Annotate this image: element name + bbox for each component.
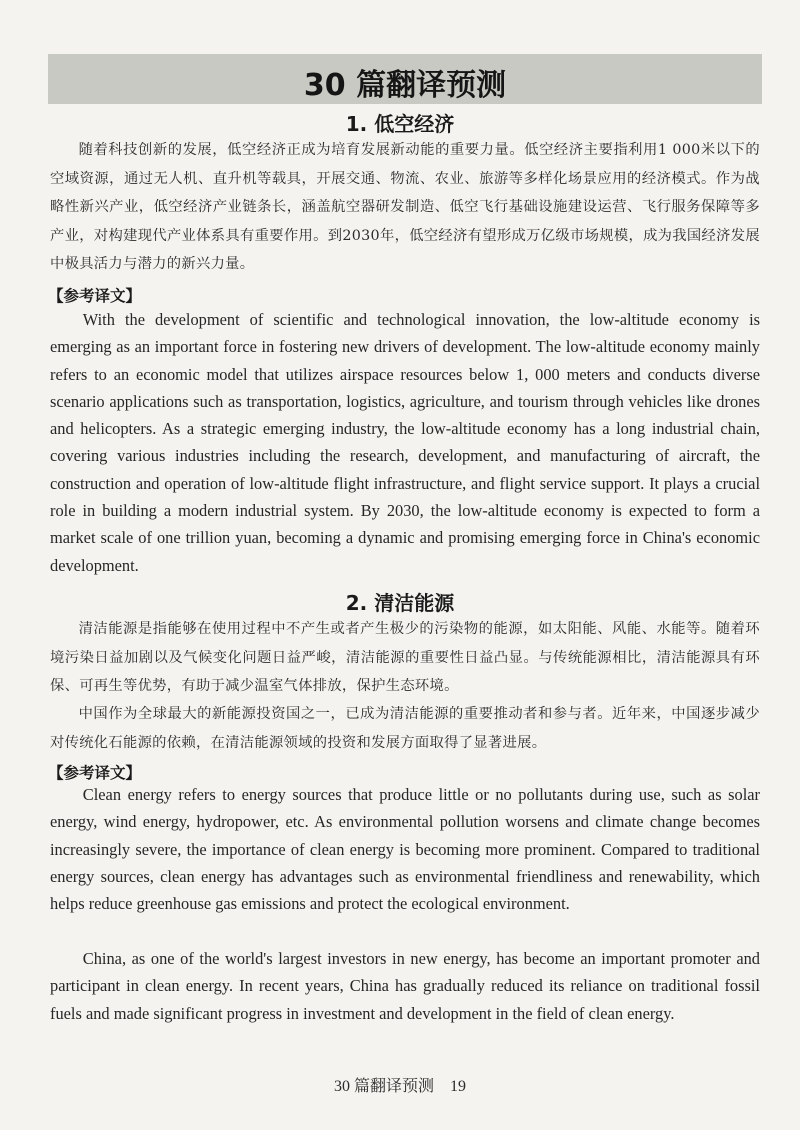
chinese-passage-low-altitude-economy: 随着科技创新的发展，低空经济正成为培育发展新动能的重要力量。低空经济主要指利用1 000米以下的空域资源，通过无人机、直升机等载具，开展交通、物流、农业、旅游等多样化场景应用的经济模式。作为战略性新兴产业，低空经济产业链条长，涵盖航空器研发制造、低空飞行基础设施建设运营、飞行服务保障等多产业，对构建现代产业体系具有重要作用。到2030年，低空经济有望形成万亿级市场规模，成为我国经济发展中极具活力与潜力的新兴力量。 <box>50 142 760 272</box>
chinese-passage-clean-energy-2: 中国作为全球最大的新能源投资国之一，已成为清洁能源的重要推动者和参与者。近年来，中国逐步减少对传统化石能源的依赖，在清洁能源领域的投资和发展方面取得了显著进展。 <box>50 706 760 751</box>
chinese-passage-clean-energy-1: 清洁能源是指能够在使用过程中不产生或者产生极少的污染物的能源，如太阳能、风能、水能等。随着环境污染日益加剧以及气候变化问题日益严峻，清洁能源的重要性日益凸显。与传统能源相比，清洁能源具有环保、可再生等优势，有助于减少温室气体排放，保护生态环境。 <box>50 621 760 694</box>
page-title: 30 篇翻译预测 <box>303 68 507 103</box>
section-heading-clean-energy: 2. 清洁能源 <box>345 591 455 615</box>
english-translation-low-altitude-economy: With the development of scientific and technological innovation, the low-altitude economy is emerging as an important force in fostering new drivers of development. The low-altitude economy mainly refers to an economic model that utilizes airspace resources below 1, 000 meters and conducts diverse scenario applications such as transportation, logistics, agriculture, and tourism through vehicles like drones and helicopters. As a strategic emerging industry, the low-altitude economy has a long industrial chain, covering various industries including the research, development, and manufacturing of aircraft, the construction and operation of low-altitude flight infrastructure, and flight service support. It plays a crucial role in building a modern industrial system. By 2030, the low-altitude economy is expected to form a market scale of one trillion yuan, becoming a dynamic and promising emerging force in China's economic development. <box>50 310 760 575</box>
reference-translation-label: 【参考译文】 <box>48 764 142 782</box>
section-heading-low-altitude-economy: 1. 低空经济 <box>345 112 455 136</box>
english-translation-clean-energy-1: Clean energy refers to energy sources that produce little or no pollutants during use, such as solar energy, wind energy, hydropower, etc. As environmental pollution worsens and climate change becomes increasingly severe, the importance of clean energy is becoming more prominent. Compared to traditional energy sources, clean energy has advantages such as environmental friendliness and renewability, which helps reduce greenhouse gas emissions and protect the ecological environment. <box>50 785 760 914</box>
page-footer: 30 篇翻译预测 19 <box>333 1078 466 1095</box>
english-translation-clean-energy-2: China, as one of the world's largest investors in new energy, has become an important promoter and participant in clean energy. In recent years, China has gradually reduced its reliance on traditional fossil fuels and made significant progress in investment and development in the field of clean energy. <box>50 949 760 1023</box>
title-banner <box>48 54 762 104</box>
reference-translation-label: 【参考译文】 <box>48 287 142 305</box>
